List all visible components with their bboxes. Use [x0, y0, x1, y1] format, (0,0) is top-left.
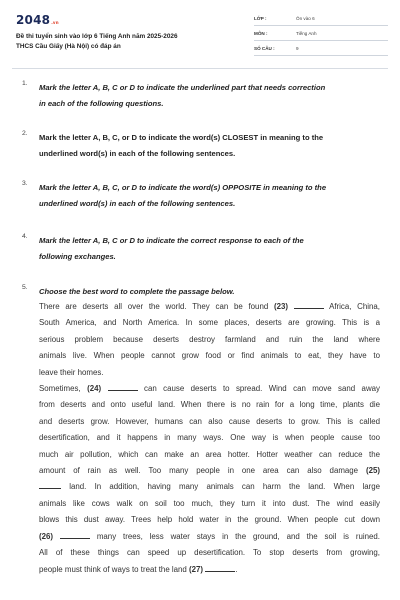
meta-value: Ôn vào 6 — [296, 16, 315, 21]
question-instruction — [39, 284, 380, 300]
logo-suffix: .vn — [51, 20, 59, 25]
passage-line — [39, 463, 380, 479]
instruction-line: Mark the letter A, B, C or D to indicate the underlined part that needs correction — [39, 83, 326, 92]
passage-line: leave their homes. — [39, 367, 104, 377]
meta-value: Tiếng Anh — [296, 31, 317, 36]
reading-passage — [39, 299, 380, 578]
passage-line: from deserts and onto useful land. When there is no rain for a long time, plants die — [39, 400, 380, 410]
meta-row-question-count — [254, 42, 388, 56]
answer-blank[interactable] — [60, 531, 90, 539]
document-title — [16, 32, 236, 52]
passage-text: There are deserts all over the world. They can be found — [39, 302, 274, 311]
answer-blank[interactable] — [205, 564, 238, 574]
passage-line: South America, and North America. In some places, deserts are growing. This is a — [39, 318, 380, 328]
question-number: 5. — [22, 284, 28, 291]
passage-line: desertification, and it happens in many ways. One way is when people cause too — [39, 433, 380, 443]
instruction-line: Mark the letter A, B, C, or D to indicate the word(s) CLOSEST in meaning to the — [39, 133, 324, 142]
document-meta — [254, 12, 388, 57]
passage-text: . — [235, 564, 238, 574]
passage-line: serious problem because deserts destroy farmland and ruin the land where — [39, 334, 380, 344]
header-divider — [12, 68, 388, 69]
passage-text: many trees, less water stays in the ground, and the soil is ruined. — [89, 531, 380, 541]
answer-blank[interactable] — [108, 383, 138, 391]
passage-line: All of these things can speed up desertification. To stop deserts from growing, — [39, 548, 380, 558]
question-number: 1. — [22, 80, 28, 87]
document-title-line-2: THCS Cầu Giấy (Hà Nội) có đáp án — [16, 43, 121, 50]
passage-line — [39, 479, 380, 495]
instruction-line: Mark the letter A, B, C, or D to indicate the word(s) OPPOSITE in meaning to the — [39, 183, 327, 192]
question-instruction — [39, 233, 380, 265]
passage-line — [39, 529, 380, 545]
meta-row-subject — [254, 27, 388, 41]
site-logo[interactable] — [16, 13, 59, 27]
meta-label: LỚP : — [254, 16, 267, 21]
instruction-line: in each of the following questions. — [39, 99, 164, 108]
passage-line — [39, 381, 380, 397]
question-instruction — [39, 80, 380, 112]
document-header — [12, 10, 388, 68]
logo-text: 2048 — [16, 13, 51, 27]
passage-line — [39, 562, 380, 578]
answer-blank[interactable] — [294, 301, 324, 309]
passage-line: much air pollution, which can make an area hotter. Hotter weather can reduce the — [39, 449, 380, 459]
passage-text: people must think of ways to treat the land — [39, 564, 190, 574]
question-number: 2. — [22, 130, 28, 137]
meta-label: MÔN : — [254, 31, 268, 36]
gap-number: (23) — [273, 302, 289, 311]
gap-number: (24) — [87, 384, 102, 394]
instruction-line: underlined word(s) in each of the following sentences. — [39, 149, 236, 158]
question-number: 3. — [22, 180, 28, 187]
gap-number: (27) — [189, 564, 204, 574]
question-instruction — [39, 180, 380, 212]
passage-text: amount of rain as well. Too many people in one area can also damage — [39, 466, 366, 476]
instruction-line: underlined word(s) in each of the following sentences. — [39, 199, 236, 208]
passage-line: animals live. When people cannot grow food or find animals to eat, they have to — [39, 351, 380, 361]
instruction-line: Mark the letter A, B, C or D to indicate the correct response to each of the — [39, 236, 304, 245]
document-title-line-1: Đề thi tuyển sinh vào lớp 6 Tiếng Anh năm 2025-2026 — [16, 33, 178, 40]
instruction-line: Choose the best word to complete the passage below. — [39, 287, 235, 296]
gap-number: (26) — [39, 531, 54, 541]
question-instruction — [39, 130, 380, 162]
passage-line: blows this dust away. Trees help hold water in the ground. When people cut down — [39, 515, 380, 525]
question-number: 4. — [22, 233, 28, 240]
meta-label: SỐ CÂU : — [254, 46, 275, 51]
passage-line — [39, 299, 380, 315]
passage-text: land. In addition, having many animals can harm the land. When large — [61, 482, 380, 492]
passage-text: Sometimes, — [39, 384, 88, 394]
passage-text: can cause deserts to spread. Wind can move sand away — [137, 384, 380, 394]
answer-blank[interactable] — [39, 481, 61, 489]
passage-line: animals like cows walk on soil too much, they turn it into dust. The wind easily — [39, 498, 380, 508]
gap-number: (25) — [365, 466, 380, 476]
passage-text: Africa, China, — [323, 302, 380, 311]
instruction-line: following exchanges. — [39, 252, 116, 261]
meta-value: 9 — [296, 46, 299, 51]
passage-line: and deserts grow. However, humans can also cause deserts to grow. This is called — [39, 416, 380, 426]
meta-row-class — [254, 12, 388, 26]
